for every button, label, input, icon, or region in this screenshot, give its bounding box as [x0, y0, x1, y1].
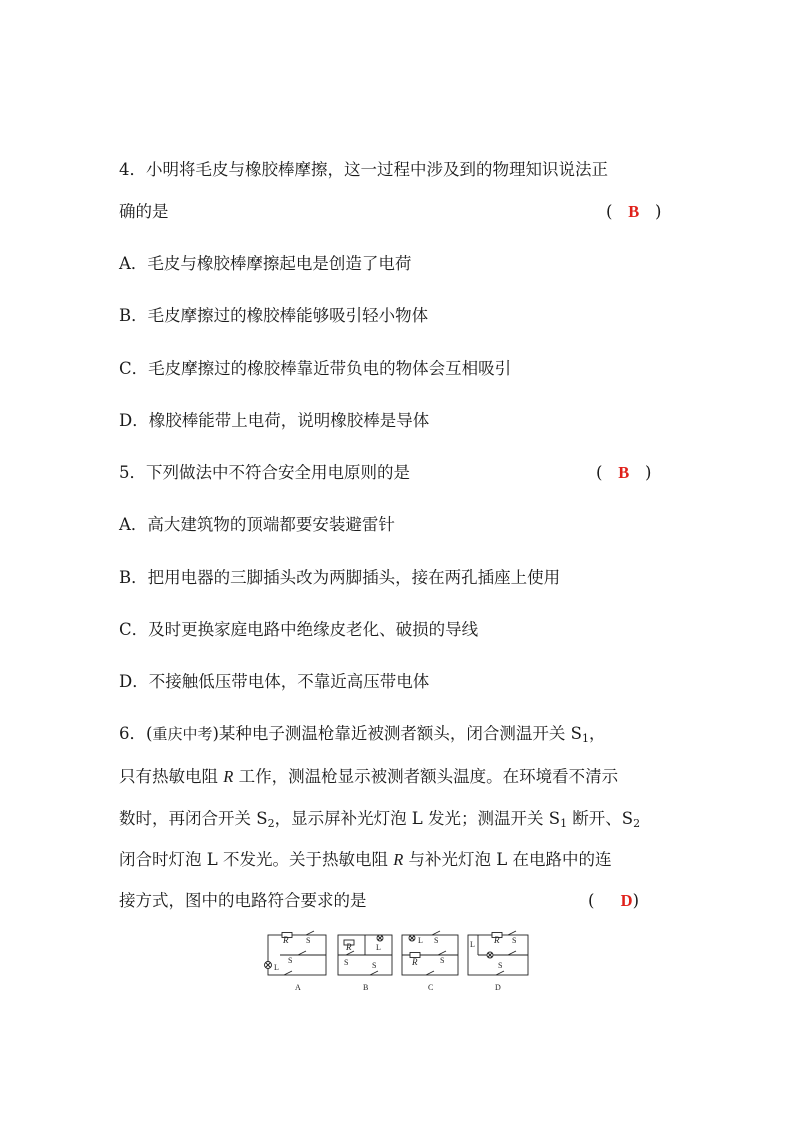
svg-text:C: C: [428, 983, 434, 992]
svg-text:L: L: [274, 963, 279, 972]
svg-text:D: D: [495, 983, 501, 992]
svg-text:S: S: [372, 961, 377, 970]
q4-option-c: C．毛皮摩擦过的橡胶棒靠近带负电的物体会互相吸引: [119, 359, 512, 378]
svg-text:L: L: [376, 943, 381, 952]
svg-text:S: S: [288, 956, 293, 965]
q4-stem-line2: 确的是: [119, 202, 169, 221]
q5-stem: 5．下列做法中不符合安全用电原则的是: [119, 463, 410, 482]
q5-answer-bracket: ( B ): [596, 463, 652, 482]
q4-option-d: D．橡胶棒能带上电荷，说明橡胶棒是导体: [119, 411, 430, 430]
svg-text:R: R: [283, 935, 289, 945]
q6-source: 重庆中考: [152, 725, 213, 743]
q6-line3: 数时，再闭合开关 $S_2$，显示屏补光灯泡 L 发光；测温开关 $S_1$ 断开、$S_2$: [119, 809, 641, 830]
q6-line5: 接方式，图中的电路符合要求的是: [119, 891, 367, 910]
q4-option-a: A．毛皮与橡胶棒摩擦起电是创造了电荷: [119, 254, 412, 273]
q4-stem-line1: 4．小明将毛皮与橡胶棒摩擦，这一过程中涉及到的物理知识说法正: [119, 160, 608, 179]
svg-text:S: S: [440, 956, 445, 965]
q5-option-c: C．及时更换家庭电路中绝缘皮老化、破损的导线: [119, 620, 479, 639]
circuit-c: [402, 931, 458, 975]
svg-text:S: S: [512, 936, 517, 945]
q5-answer: B: [618, 463, 630, 482]
q5-option-d: D．不接触低压带电体，不靠近高压带电体: [119, 672, 430, 691]
svg-text:R: R: [412, 957, 418, 967]
svg-text:L: L: [418, 936, 423, 945]
svg-text:L: L: [470, 940, 475, 949]
circuit-diagrams: [262, 930, 532, 994]
svg-text:A: A: [295, 983, 301, 992]
svg-text:B: B: [363, 983, 369, 992]
q6-answer: D: [620, 891, 633, 910]
q4-answer-bracket: ( B ): [606, 202, 662, 221]
q4-answer: B: [628, 202, 640, 221]
q4-option-b: B．毛皮摩擦过的橡胶棒能够吸引轻小物体: [119, 306, 429, 325]
q6-answer-bracket: ( D): [588, 891, 640, 910]
q5-option-b: B．把用电器的三脚插头改为两脚插头，接在两孔插座上使用: [119, 568, 561, 587]
svg-text:S: S: [344, 958, 349, 967]
svg-text:R: R: [494, 935, 500, 945]
svg-text:S: S: [306, 936, 311, 945]
q6-line1: 6．(重庆中考)某种电子测温枪靠近被测者额头，闭合测温开关 $S_1$，: [119, 724, 606, 745]
svg-text:R: R: [346, 942, 352, 952]
q6-line2: 只有热敏电阻 R 工作，测温枪显示被测者额头温度。在环境看不清示: [119, 767, 619, 786]
svg-text:S: S: [434, 936, 439, 945]
q6-line4: 闭合时灯泡 L 不发光。关于热敏电阻 R 与补光灯泡 L 在电路中的连: [119, 850, 612, 869]
svg-text:S: S: [498, 961, 503, 970]
q5-option-a: A．高大建筑物的顶端都要安装避雷针: [119, 515, 395, 534]
circuit-b: [338, 935, 392, 975]
